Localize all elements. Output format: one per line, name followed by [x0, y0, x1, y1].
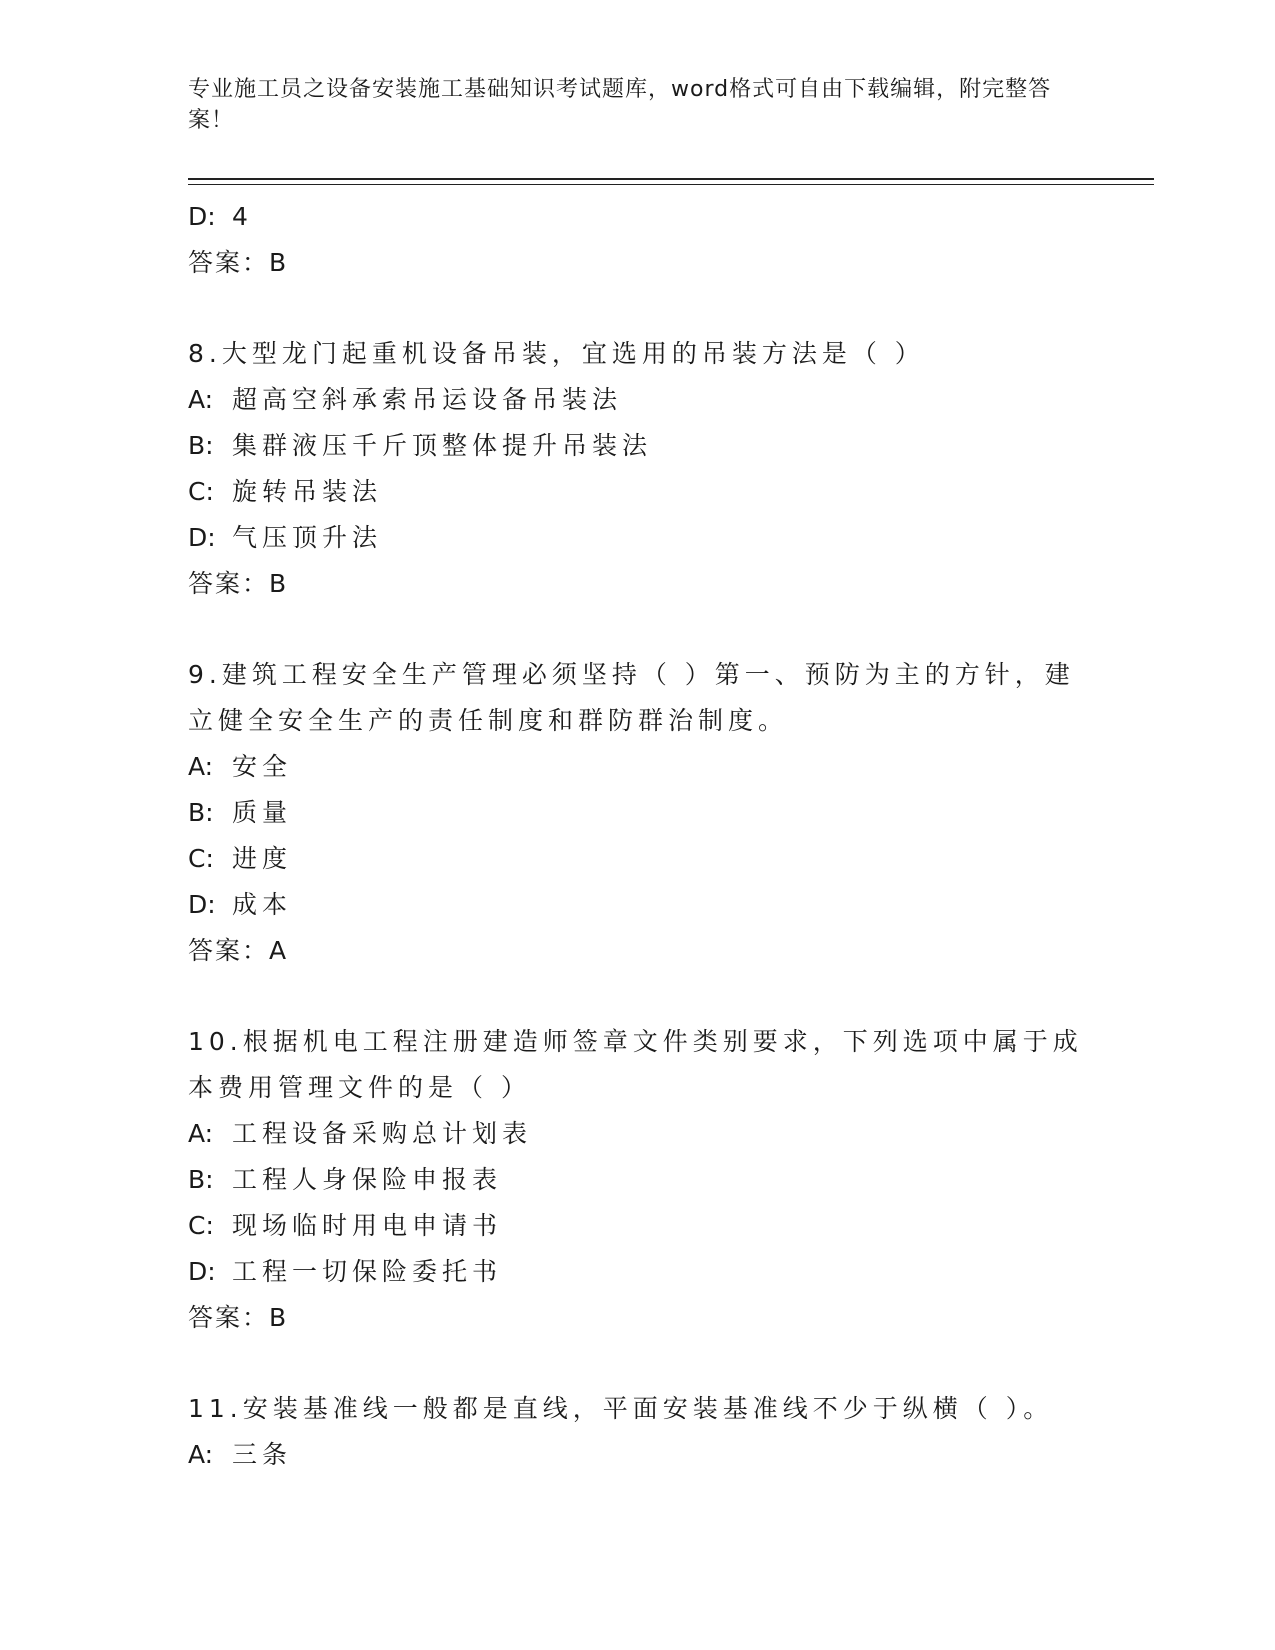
- option-text: 现场临时用电申请书: [232, 1211, 503, 1240]
- option-b: [188, 1157, 1088, 1203]
- option-d: [188, 882, 1088, 928]
- option-c: [188, 836, 1088, 882]
- option-d: [188, 194, 1088, 240]
- option-key: D:: [188, 523, 216, 552]
- option-key: C:: [188, 1211, 214, 1240]
- option-text: 集群液压千斤顶整体提升吊装法: [232, 431, 653, 460]
- option-b: [188, 423, 1088, 469]
- spacer: [188, 974, 1088, 1019]
- spacer: [188, 607, 1088, 652]
- answer-line: 答案：B: [188, 569, 289, 598]
- spacer: [188, 286, 1088, 331]
- option-c: [188, 1203, 1088, 1249]
- document-body: [188, 194, 1088, 1478]
- option-key: C:: [188, 844, 214, 873]
- option-key: B:: [188, 431, 214, 460]
- option-key: A:: [188, 385, 214, 414]
- option-a: [188, 744, 1088, 790]
- option-d: [188, 1249, 1088, 1295]
- option-a: [188, 1432, 1088, 1478]
- option-text: 工程设备采购总计划表: [232, 1119, 533, 1148]
- option-text: 4: [232, 202, 253, 231]
- option-d: [188, 515, 1088, 561]
- question-stem: 10.根据机电工程注册建造师签章文件类别要求，下列选项中属于成本费用管理文件的是（ ）: [188, 1027, 1083, 1102]
- question-stem: 8.大型龙门起重机设备吊装，宜选用的吊装方法是（ ）: [188, 339, 925, 368]
- option-text: 旋转吊装法: [232, 477, 383, 506]
- option-text: 气压顶升法: [232, 523, 383, 552]
- option-text: 工程一切保险委托书: [232, 1257, 503, 1286]
- option-key: A:: [188, 1440, 214, 1469]
- option-text: 成本: [232, 890, 293, 919]
- option-c: [188, 469, 1088, 515]
- option-text: 进度: [232, 844, 293, 873]
- answer-line: 答案：B: [188, 248, 289, 277]
- option-key: B:: [188, 1165, 214, 1194]
- option-a: [188, 1111, 1088, 1157]
- option-key: D:: [188, 890, 216, 919]
- option-text: 安全: [232, 752, 293, 781]
- header-divider-thin: [188, 184, 1154, 185]
- option-key: A:: [188, 1119, 214, 1148]
- document-header: 专业施工员之设备安装施工基础知识考试题库，word格式可自由下载编辑，附完整答案！: [188, 77, 1052, 133]
- question-stem: 9.建筑工程安全生产管理必须坚持（ ）第一、预防为主的方针，建立健全安全生产的责任制度和群防群治制度。: [188, 660, 1075, 735]
- option-key: D:: [188, 202, 216, 231]
- option-text: 超高空斜承索吊运设备吊装法: [232, 385, 623, 414]
- spacer: [188, 1341, 1088, 1386]
- answer-line: 答案：B: [188, 1303, 289, 1332]
- header-divider-thick: [188, 178, 1154, 180]
- option-text: 质量: [232, 798, 293, 827]
- option-key: A:: [188, 752, 214, 781]
- option-key: D:: [188, 1257, 216, 1286]
- option-key: C:: [188, 477, 214, 506]
- answer-line: 答案：A: [188, 936, 289, 965]
- option-key: B:: [188, 798, 214, 827]
- option-a: [188, 377, 1088, 423]
- question-stem: 11.安装基准线一般都是直线，平面安装基准线不少于纵横（ ）。: [188, 1394, 1054, 1423]
- option-text: 三条: [232, 1440, 293, 1469]
- option-b: [188, 790, 1088, 836]
- option-text: 工程人身保险申报表: [232, 1165, 503, 1194]
